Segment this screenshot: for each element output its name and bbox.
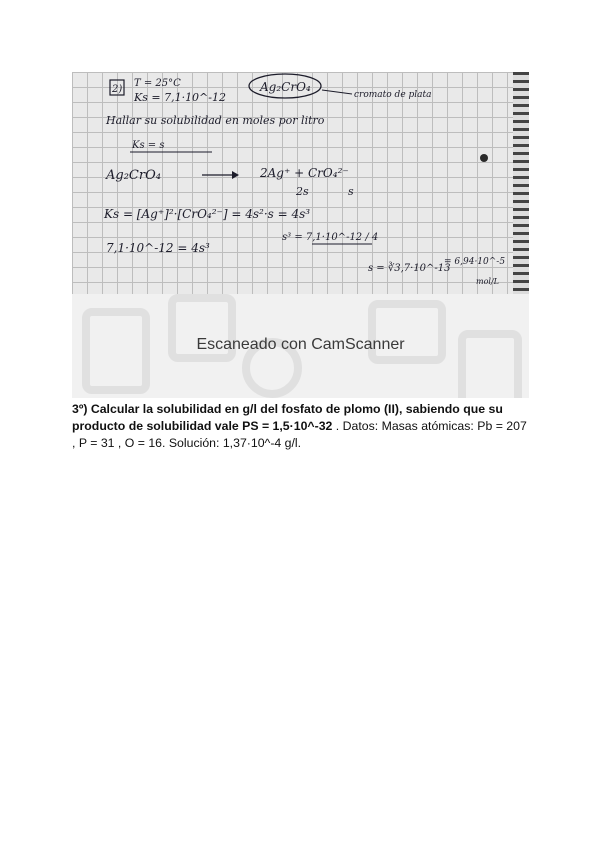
conc-s: s bbox=[348, 185, 354, 198]
arrow-note: cromato de plata bbox=[354, 90, 432, 100]
ks-given: Ks = 7,1·10^-12 bbox=[134, 91, 226, 104]
note-arrow bbox=[322, 90, 352, 94]
dissociation-right: 2Ag⁺ + CrO₄²⁻ bbox=[260, 166, 349, 180]
ink-dot bbox=[480, 154, 488, 162]
handwritten-notes bbox=[72, 72, 529, 294]
s-cubed: s³ = 7,1·10^-12 / 4 bbox=[282, 232, 379, 243]
problem-bold-text: 3º) Calcular la solubilidad en g/l del fosfato de plomo (II), sabiendo que su producto de solubilidad vale PS = 1,5·10^-32 bbox=[72, 402, 503, 433]
conc-2s: 2s bbox=[296, 185, 309, 198]
scanned-image bbox=[72, 72, 529, 398]
ks-eq-s: Ks = s bbox=[132, 140, 165, 151]
units: mol/L bbox=[476, 277, 499, 286]
temperature-note: T = 25°C bbox=[134, 78, 181, 89]
reaction-arrowhead bbox=[232, 171, 239, 179]
equation-line: 7,1·10^-12 = 4s³ bbox=[106, 241, 210, 255]
problem-statement bbox=[72, 401, 532, 452]
compound-circled: Ag₂CrO₄ bbox=[260, 80, 311, 94]
dissociation-left: Ag₂CrO₄ bbox=[106, 168, 161, 183]
banner-text: Escaneado con CamScanner bbox=[196, 336, 405, 353]
task-text: Hallar su solubilidad en moles por litro bbox=[106, 114, 325, 127]
notebook-spiral bbox=[513, 72, 529, 294]
notebook-photo bbox=[72, 72, 529, 294]
result: = 6,94·10^-5 bbox=[444, 257, 506, 267]
problem-normal-text: . Datos: Masas atómicas: Pb = 207 , P = 31 , O = 16. Solución: 1,37·10^-4 g/l. bbox=[72, 419, 527, 450]
s-root: s = ∛3,7·10^-13 bbox=[368, 263, 451, 274]
ks-expression: Ks = [Ag⁺]²·[CrO₄²⁻] = 4s²·s = 4s³ bbox=[104, 207, 311, 221]
problem-number: 2) bbox=[112, 84, 123, 95]
camscanner-banner bbox=[72, 294, 529, 398]
